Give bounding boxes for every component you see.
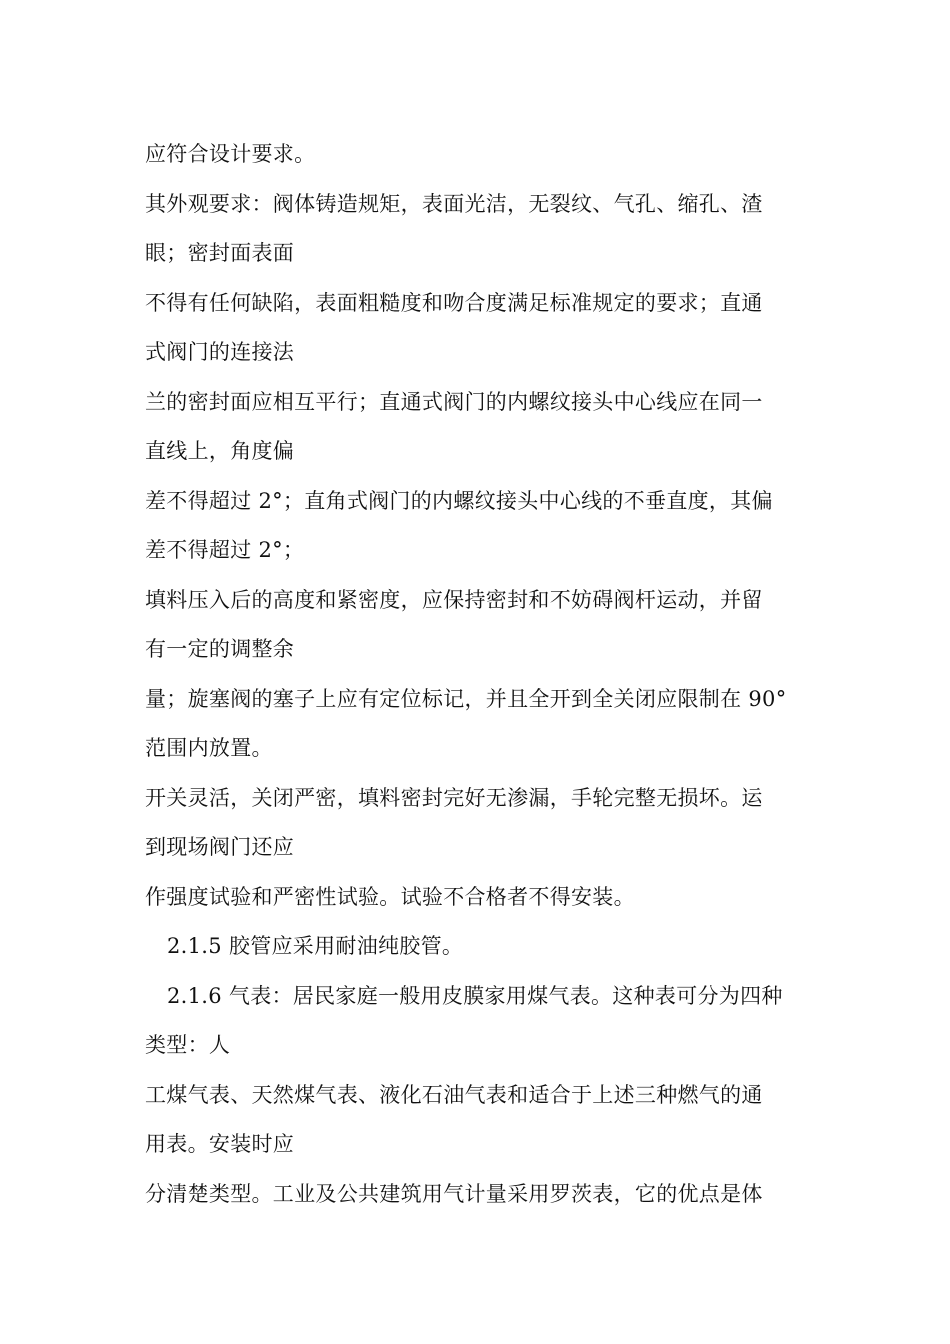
section-heading-2-1-5: 2.1.5 胶管应采用耐油纯胶管。 (167, 934, 464, 958)
text-line: 应符合设计要求。 (145, 142, 316, 166)
text-line: 眼；密封面表面 (145, 241, 295, 265)
text-line: 开关灵活，关闭严密，填料密封完好无渗漏，手轮完整无损坏。运 (145, 785, 763, 810)
text-line: 作强度试验和严密性试验。试验不合格者不得安装。 (145, 884, 635, 909)
text-line: 用表。安装时应 (145, 1132, 295, 1156)
text-line: 有一定的调整余 (145, 637, 295, 661)
text-line: 范围内放置。 (145, 736, 273, 760)
section-heading-2-1-6: 2.1.6 气表：居民家庭一般用皮膜家用煤气表。这种表可分为四种 (167, 983, 783, 1008)
text-line: 填料压入后的高度和紧密度，应保持密封和不妨碍阀杆运动，并留 (145, 587, 763, 612)
text-line: 差不得超过 2°； (145, 538, 305, 562)
text-line: 差不得超过 2°；直角式阀门的内螺纹接头中心线的不垂直度，其偏 (145, 488, 773, 513)
text-line: 兰的密封面应相互平行；直通式阀门的内螺纹接头中心线应在同一 (145, 389, 763, 414)
text-line: 分清楚类型。工业及公共建筑用气计量采用罗茨表，它的优点是体 (145, 1181, 763, 1206)
text-line: 量；旋塞阀的塞子上应有定位标记，并且全开到全关闭应限制在 90° (145, 686, 787, 711)
text-line: 式阀门的连接法 (145, 340, 295, 364)
text-line: 到现场阀门还应 (145, 835, 295, 859)
text-line: 其外观要求：阀体铸造规矩，表面光洁，无裂纹、气孔、缩孔、渣 (145, 191, 763, 216)
text-line: 不得有任何缺陷，表面粗糙度和吻合度满足标准规定的要求；直通 (145, 290, 763, 315)
text-line: 直线上，角度偏 (145, 439, 295, 463)
text-line: 类型：人 (145, 1033, 231, 1057)
document-body (145, 130, 810, 1219)
text-line: 工煤气表、天然煤气表、液化石油气表和适合于上述三种燃气的通 (145, 1082, 763, 1107)
